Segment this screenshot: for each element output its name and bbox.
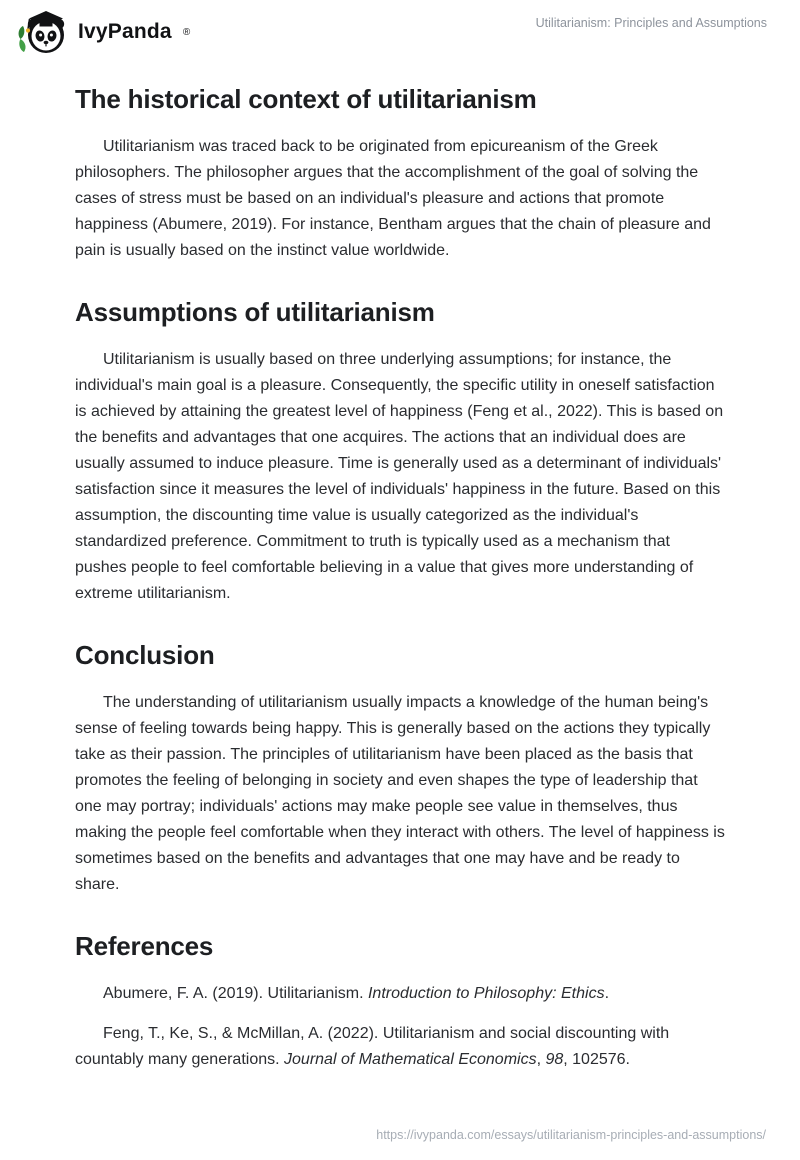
document-title: Utilitarianism: Principles and Assumptions xyxy=(535,16,767,30)
ivypanda-logo-icon xyxy=(16,9,68,55)
reference-text: , xyxy=(536,1051,546,1068)
reference-text: Feng, T., Ke, S., & McMillan, A. (2022). Utilitarianism and social discounting with countably many generations. xyxy=(75,1025,670,1068)
section-heading-references: References xyxy=(75,931,214,961)
section-heading-historical-context: The historical context of utilitarianism xyxy=(75,84,537,114)
section-heading-assumptions: Assumptions of utilitarianism xyxy=(75,297,435,327)
paragraph-conclusion: The understanding of utilitarianism usually impacts a knowledge of the human being's sense of feeling towards being happy. This is generally based on the actions they typically take as their passion. The principles of utilitarianism have been placed as the basis that promotes the feeling of belonging in society and even shapes the type of leadership that one may portray; individuals' actions may make people see value in themselves, thus making the people feel comfortable when they interact with others. The level of happiness is sometimes based on the benefits and advantages that one may have and be ready to share. xyxy=(75,694,725,893)
page-footer xyxy=(376,1126,766,1144)
header xyxy=(0,0,800,58)
brand-name: IvyPanda xyxy=(78,20,172,43)
reference-source-italic: Journal of Mathematical Economics xyxy=(284,1051,537,1068)
registered-trademark: ® xyxy=(182,26,191,38)
reference-text: . xyxy=(604,985,610,1002)
section-heading-conclusion: Conclusion xyxy=(75,640,215,670)
source-url-link[interactable]: https://ivypanda.com/essays/utilitarianism-principles-and-assumptions/ xyxy=(376,1128,766,1142)
reference-text: , 102576. xyxy=(563,1051,630,1068)
reference-item xyxy=(75,981,725,1007)
paragraph-historical-context: Utilitarianism was traced back to be originated from epicureanism of the Greek philosophers. The philosopher argues that the accomplishment of the goal of solving the cases of stress must be based on an individual's pleasure and actions that promote happiness (Abumere, 2019). For instance, Bentham argues that the chain of pleasure and pain is usually based on the instinct value worldwide. xyxy=(75,138,711,259)
reference-source-italic: Introduction to Philosophy: Ethics xyxy=(367,985,605,1002)
paragraph-assumptions: Utilitarianism is usually based on three underlying assumptions; for instance, the individual's main goal is a pleasure. Consequently, the specific utility in oneself satisfaction is achieved by attaining the greatest level of happiness (Feng et al., 2022). This is based on the benefits and advantages that one acquires. The actions that an individual does are usually assumed to induce pleasure. Time is generally used as a determinant of individuals' satisfaction since it measures the level of individuals' happiness in the future. Based on this assumption, the discounting time value is usually categorized as the individual's standardized preference. Commitment to truth is typically used as a mechanism that pushes people to feel comfortable believing in a value that gives more understanding of extreme utilitarianism. xyxy=(75,351,724,602)
brand xyxy=(16,9,190,55)
reference-item xyxy=(75,1021,725,1073)
reference-volume-italic: 98 xyxy=(545,1051,564,1068)
essay-content xyxy=(0,84,800,1073)
reference-text: Abumere, F. A. (2019). Utilitarianism. xyxy=(103,985,368,1002)
